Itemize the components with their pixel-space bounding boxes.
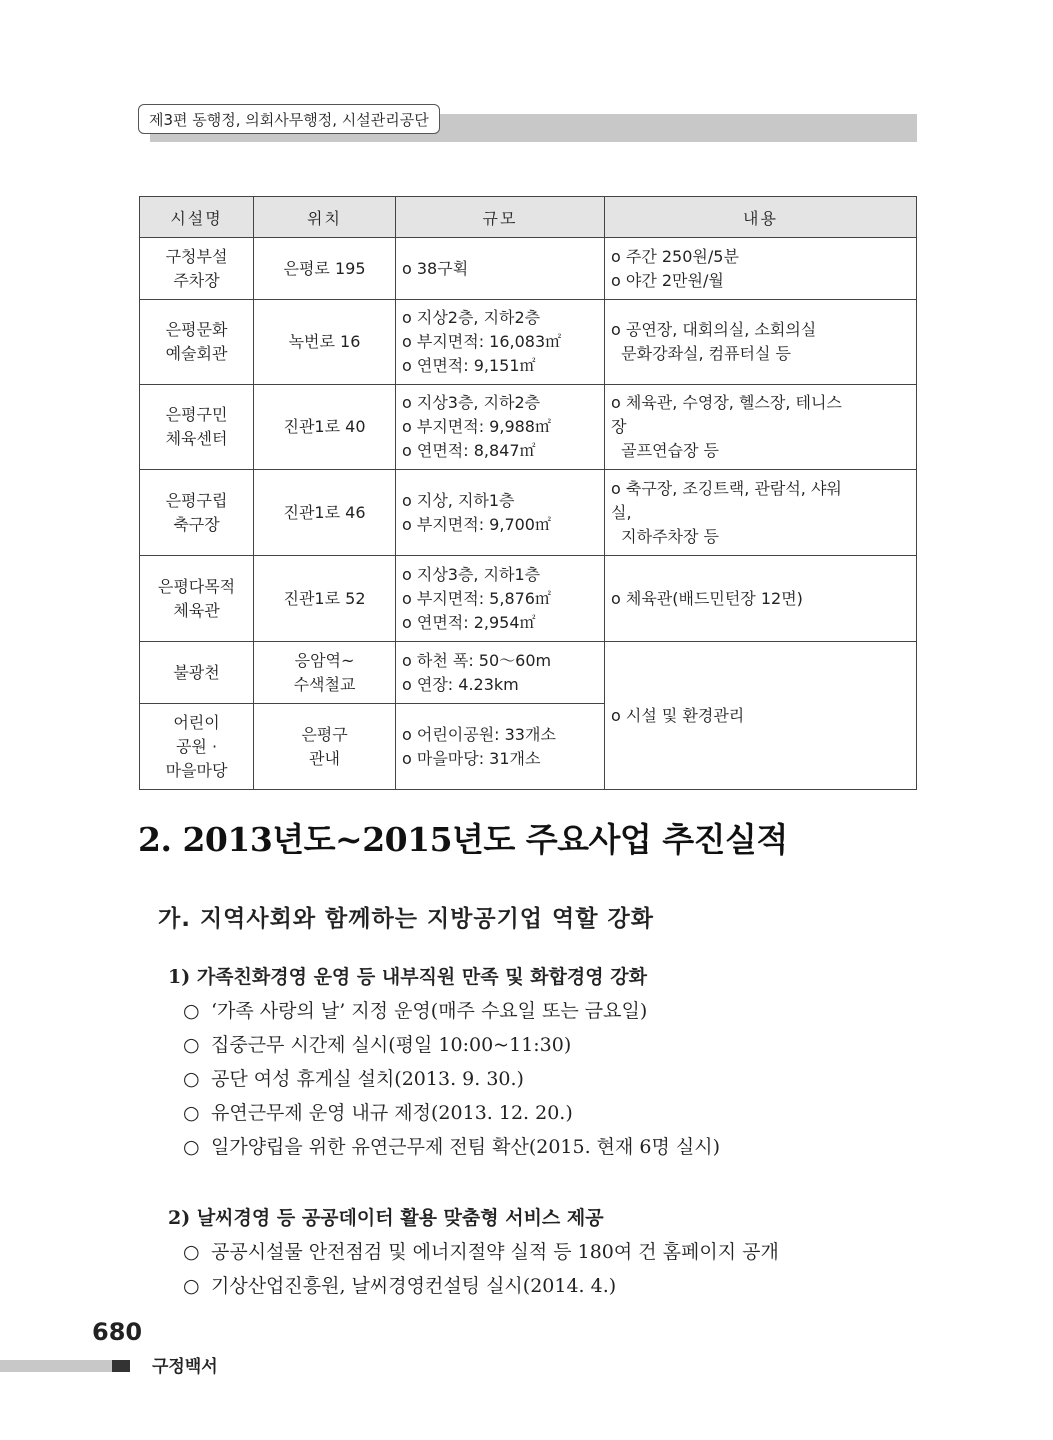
list-item: ○ 집중근무 시간제 실시(평일 10:00~11:30) [183,1028,720,1062]
facility-name: 구청부설 주차장 [140,238,254,300]
bullet-list [183,994,720,1164]
facility-name: 은평구민 체육센터 [140,385,254,470]
facility-location: 진관1로 52 [254,556,396,642]
facility-location: 진관1로 40 [254,385,396,470]
facility-content: o 체육관(배드민턴장 12면) [605,556,917,642]
facility-name: 어린이 공원 · 마을마당 [140,704,254,790]
subsection-title: 가. 지역사회와 함께하는 지방공기업 역할 강화 [158,906,654,932]
facility-content: o 주간 250원/5분 o 야간 2만원/월 [605,238,917,300]
page-number: 680 [92,1318,143,1346]
facility-content: o 공연장, 대회의실, 소회의실 문화강좌실, 컴퓨터실 등 [605,300,917,385]
facility-table [139,196,917,790]
facility-name: 은평구립 축구장 [140,470,254,556]
facility-scale: o 지상3층, 지하2층 o 부지면적: 9,988㎡ o 연면적: 8,847㎡ [396,385,605,470]
bullet-icon: ○ [183,1275,200,1297]
facility-name: 불광천 [140,642,254,704]
group-heading: 1) 가족친화경영 운영 등 내부직원 만족 및 화합경영 강화 [168,966,647,988]
footer-square [112,1360,130,1372]
list-item: ○ 공공시설물 안전점검 및 에너지절약 실적 등 180여 건 홈페이지 공개 [183,1235,779,1269]
column-header: 내용 [605,197,917,238]
facility-name: 은평다목적 체육관 [140,556,254,642]
bullet-icon: ○ [183,1034,200,1056]
list-item: ○ 유연근무제 운영 내규 제정(2013. 12. 20.) [183,1096,720,1130]
facility-location: 진관1로 46 [254,470,396,556]
bullet-icon: ○ [183,1136,200,1158]
table-row [140,556,917,642]
column-header: 규모 [396,197,605,238]
table-row [140,385,917,470]
facility-location: 은평구 관내 [254,704,396,790]
bullet-icon: ○ [183,1102,200,1124]
table-header-row [140,197,917,238]
group-heading: 2) 날씨경영 등 공공데이터 활용 맞춤형 서비스 제공 [168,1207,604,1229]
facility-location: 은평로 195 [254,238,396,300]
column-header: 위치 [254,197,396,238]
table-row [140,238,917,300]
facility-location: 응암역~ 수색철교 [254,642,396,704]
facility-scale: o 하천 폭: 50～60m o 연장: 4.23km [396,642,605,704]
list-item: ○ 기상산업진흥원, 날씨경영컨설팅 실시(2014. 4.) [183,1269,779,1303]
section-header: 제3편 동행정, 의회사무행정, 시설관리공단 [138,104,440,134]
facility-name: 은평문화 예술회관 [140,300,254,385]
table-row [140,470,917,556]
facility-scale: o 지상3층, 지하1층 o 부지면적: 5,876㎡ o 연면적: 2,954㎡ [396,556,605,642]
bullet-icon: ○ [183,1068,200,1090]
facility-content: o 축구장, 조깅트랙, 관람석, 샤워 실, 지하주차장 등 [605,470,917,556]
column-header: 시설명 [140,197,254,238]
facility-scale: o 어린이공원: 33개소 o 마을마당: 31개소 [396,704,605,790]
facility-scale: o 38구획 [396,238,605,300]
table-row [140,300,917,385]
facility-scale: o 지상2층, 지하2층 o 부지면적: 16,083㎡ o 연면적: 9,151㎡ [396,300,605,385]
footer-label: 구정백서 [152,1357,218,1377]
section-title: 2. 2013년도~2015년도 주요사업 추진실적 [138,820,788,859]
facility-location: 녹번로 16 [254,300,396,385]
list-item: ○ ‘가족 사랑의 날’ 지정 운영(매주 수요일 또는 금요일) [183,994,720,1028]
bullet-icon: ○ [183,1241,200,1263]
facility-content: o 체육관, 수영장, 헬스장, 테니스 장 골프연습장 등 [605,385,917,470]
facility-scale: o 지상, 지하1층 o 부지면적: 9,700㎡ [396,470,605,556]
bullet-icon: ○ [183,1000,200,1022]
list-item: ○ 공단 여성 휴게실 설치(2013. 9. 30.) [183,1062,720,1096]
facility-content: o 시설 및 환경관리 [605,642,917,790]
table-row [140,642,917,704]
list-item: ○ 일가양립을 위한 유연근무제 전팀 확산(2015. 현재 6명 실시) [183,1130,720,1164]
footer-bar [0,1360,112,1372]
bullet-list [183,1235,779,1303]
